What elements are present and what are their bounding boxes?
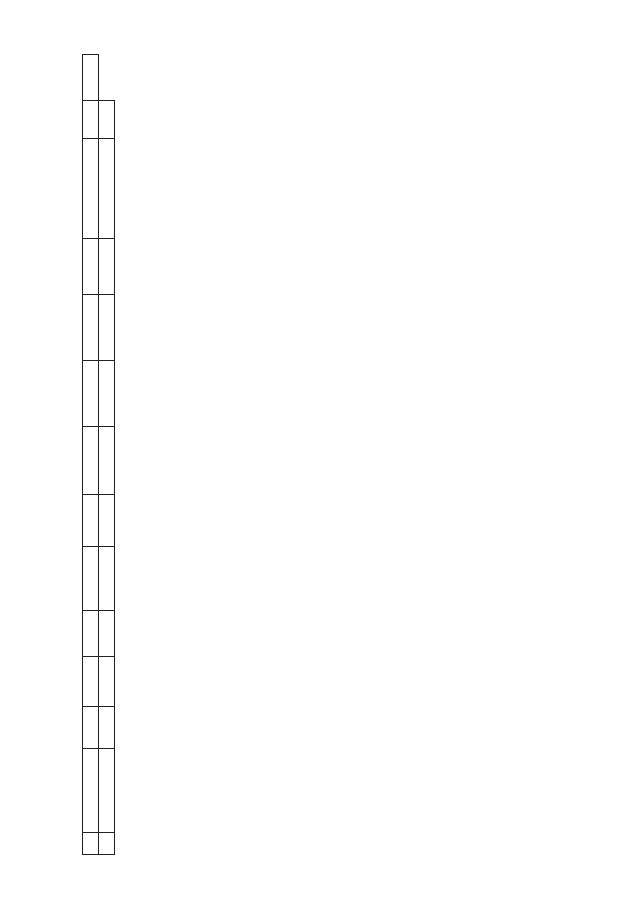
estimate-cell — [99, 611, 115, 657]
col-number — [83, 495, 99, 547]
rotated-page — [82, 55, 602, 855]
period-cell — [99, 427, 115, 495]
value-cell — [99, 139, 115, 239]
column-number-row — [83, 55, 99, 855]
num-cell — [99, 833, 115, 855]
type-cell — [99, 707, 115, 749]
col-number — [83, 611, 99, 657]
cost-cell — [99, 547, 115, 611]
col-number — [83, 833, 99, 855]
value-cell — [99, 361, 115, 427]
col-number — [83, 295, 99, 361]
capacity-cell — [99, 657, 115, 707]
value-cell — [99, 239, 115, 295]
col-number — [83, 707, 99, 749]
value-cell — [99, 295, 115, 361]
col-number — [83, 427, 99, 495]
col-number — [83, 657, 99, 707]
value-cell — [99, 101, 115, 139]
year-cell — [99, 495, 115, 547]
col-number — [83, 101, 99, 139]
program-table — [82, 54, 115, 855]
name-cell — [99, 749, 115, 833]
col-number — [83, 361, 99, 427]
table-row — [99, 55, 115, 855]
col-number — [83, 139, 99, 239]
col-number — [83, 55, 99, 101]
col-number — [83, 749, 99, 833]
col-number — [83, 547, 99, 611]
col-number — [83, 239, 99, 295]
